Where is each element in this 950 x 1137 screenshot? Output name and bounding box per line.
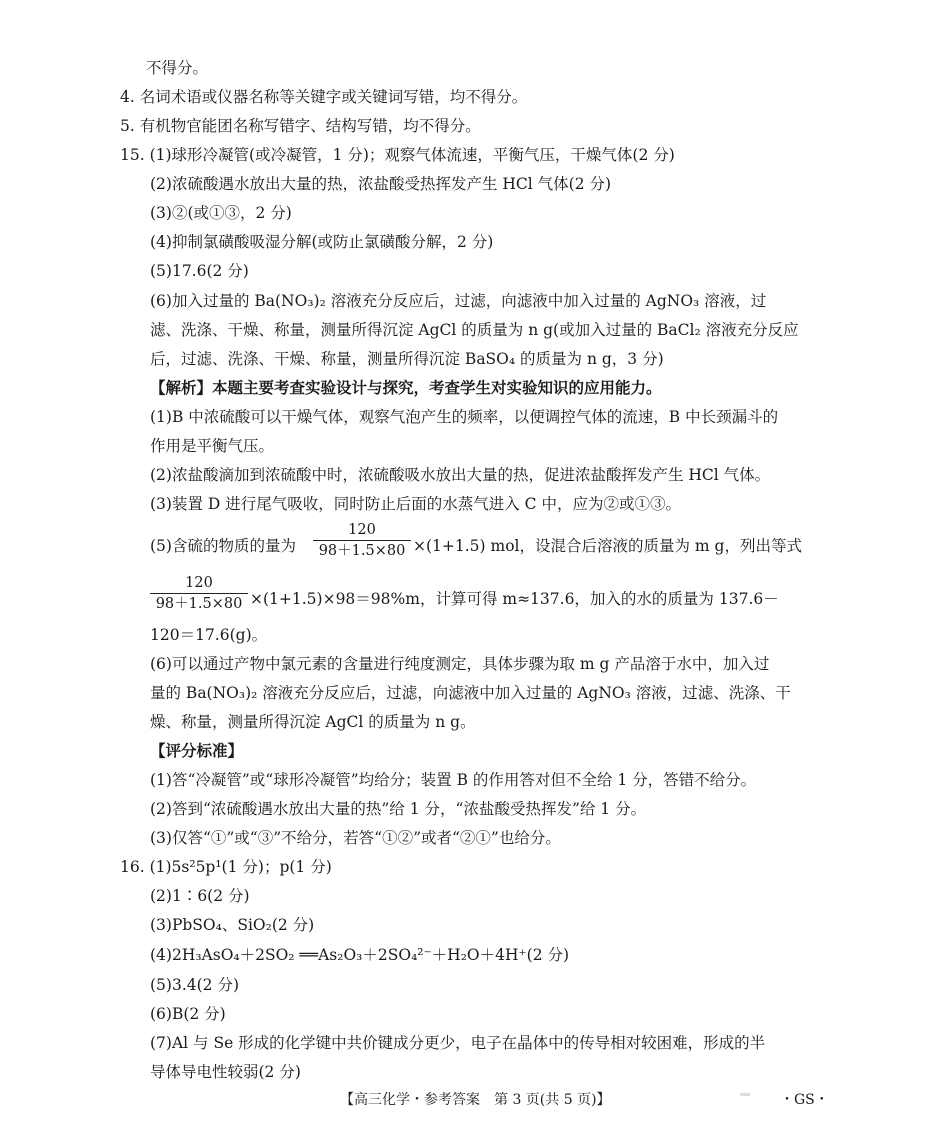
text-line: (4)2H₃AsO₄＋2SO₂ ══As₂O₃＋2SO₄²⁻＋H₂O＋4H⁺(2 分) [150,946,570,964]
text-line: 滤、洗涤、干燥、称量，测量所得沉淀 AgCl 的质量为 n g(或加入过量的 BaCl₂ 溶液充分反应 [150,321,799,339]
text-line: (2)浓硫酸遇水放出大量的热，浓盐酸受热挥发产生 HCl 气体(2 分) [150,175,612,193]
text-line: 燥、称量，测量所得沉淀 AgCl 的质量为 n g。 [150,713,476,731]
fraction-denominator: 98＋1.5×80 [318,543,406,559]
scoring-heading: 【评分标准】 [150,741,244,760]
fraction-denominator: 98＋1.5×80 [155,596,243,612]
fraction-bar [150,593,248,594]
text-line: 作用是平衡气压。 [150,437,275,455]
fraction-bar [313,540,411,541]
text-line: (2)浓盐酸滴加到浓硫酸中时，浓硫酸吸水放出大量的热，促进浓盐酸挥发产生 HCl 气体。 [150,466,771,484]
text-line: (3)仅答“①”或“③”不给分，若答“①②”或者“②①”也给分。 [150,829,561,847]
text-line: 导体导电性较弱(2 分) [150,1063,301,1081]
text-line: (3)②(或①③，2 分) [150,204,292,222]
text-line: (5)17.6(2 分) [150,262,249,280]
text-line: (2)答到“浓硫酸遇水放出大量的热”给 1 分，“浓盐酸受热挥发”给 1 分。 [150,800,647,818]
text-line: ×(1+1.5)×98＝98%m，计算可得 m≈137.6，加入的水的质量为 137.6－ [250,590,779,608]
fraction [313,521,411,560]
footer-code: ・GS・ [780,1092,829,1108]
text-line: (6)可以通过产物中氯元素的含量进行纯度测定，具体步骤为取 m g 产品溶于水中，加入过 [150,655,770,673]
analysis-heading: 【解析】本题主要考查实验设计与探究，考查学生对实验知识的应用能力。 [150,378,662,397]
text-line: (5)3.4(2 分) [150,976,239,994]
text-line: (1)B 中浓硫酸可以干燥气体，观察气泡产生的频率，以便调控气体的流速，B 中长颈漏斗的 [150,408,779,426]
scan-mark [740,1093,750,1096]
text-line: (3)装置 D 进行尾气吸收，同时防止后面的水蒸气进入 C 中，应为②或①③。 [150,495,681,513]
text-line: 不得分。 [146,59,209,77]
text-line: (7)Al 与 Se 形成的化学键中共价键成分更少，电子在晶体中的传导相对较困难，形成的半 [150,1034,766,1052]
fraction [150,574,248,613]
text-line: ×(1+1.5) mol，设混合后溶液的质量为 m g，列出等式 [413,537,802,555]
text-line: 15. (1)球形冷凝管(或冷凝管，1 分)；观察气体流速，平衡气压，干燥气体(2 分) [120,146,675,164]
text-line: (1)答“冷凝管”或“球形冷凝管”均给分；装置 B 的作用答对但不全给 1 分，答错不给分。 [150,771,757,789]
fraction-numerator: 120 [348,522,376,538]
fraction-numerator: 120 [185,575,213,591]
text-line: 量的 Ba(NO₃)₂ 溶液充分反应后，过滤，向滤液中加入过量的 AgNO₃ 溶液，过滤、洗涤、干 [150,684,791,702]
text-line: (6)B(2 分) [150,1005,226,1023]
text-line: 4. 名词术语或仪器名称等关键字或关键词写错，均不得分。 [120,88,528,106]
text-line: 120＝17.6(g)。 [150,626,268,644]
text-line: 16. (1)5s²5p¹(1 分)；p(1 分) [120,858,332,876]
page-footer: 【高三化学・参考答案 第 3 页(共 5 页)】 [340,1092,611,1108]
text-line: (5)含硫的物质的量为 [150,537,296,555]
text-line: (2)1∶6(2 分) [150,887,250,905]
text-line: (4)抑制氯磺酸吸湿分解(或防止氯磺酸分解，2 分) [150,233,494,251]
text-line: 5. 有机物官能团名称写错字、结构写错，均不得分。 [120,117,481,135]
text-line: 后，过滤、洗涤、干燥、称量，测量所得沉淀 BaSO₄ 的质量为 n g，3 分) [150,350,664,368]
text-line: (6)加入过量的 Ba(NO₃)₂ 溶液充分反应后，过滤，向滤液中加入过量的 AgNO₃ 溶液，过 [150,292,767,310]
text-line: (3)PbSO₄、SiO₂(2 分) [150,916,315,934]
